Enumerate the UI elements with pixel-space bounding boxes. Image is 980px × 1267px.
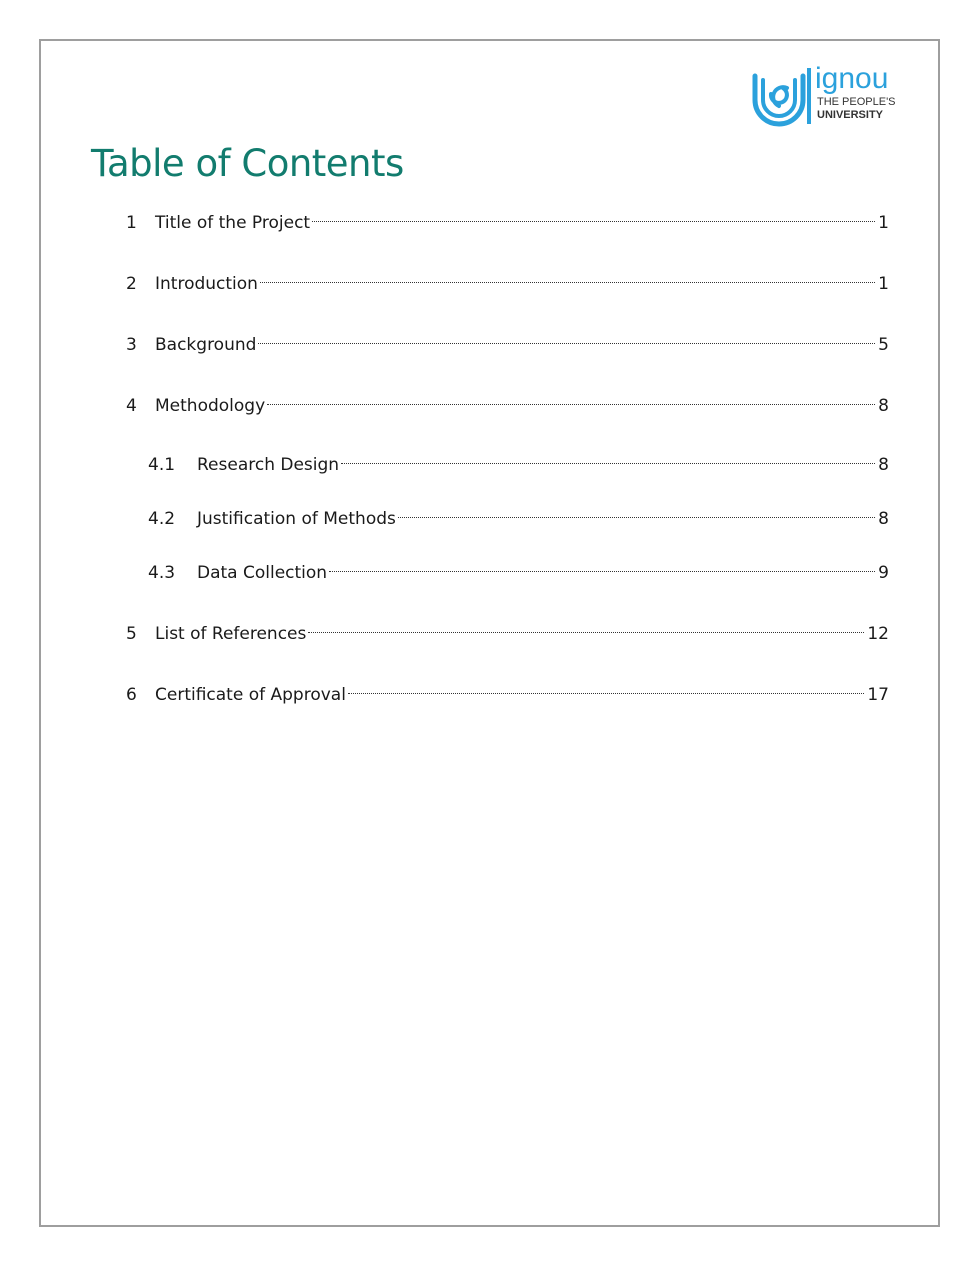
toc-dot-leader [341,444,875,470]
toc-entry-title: Research Design [197,455,340,475]
page-title: Table of Contents [91,142,404,185]
toc-entry[interactable] [126,263,889,294]
toc-entry[interactable] [126,613,889,644]
toc-entry-number: 2 [126,274,137,294]
toc-entry-page-number: 8 [878,455,889,475]
toc-entry-title: Certificate of Approval [155,685,346,705]
toc-entry-title: Background [155,335,257,355]
toc-dot-leader [260,263,875,289]
toc-dot-leader [329,552,875,578]
toc-entry-number: 6 [126,685,137,705]
toc-entry-number: 4 [126,396,137,416]
toc-entry-number: 1 [126,213,137,233]
toc-entry-page-number: 8 [878,396,889,416]
toc-dot-leader [267,385,875,411]
toc-entry[interactable] [148,498,889,529]
toc-entry-page-number: 8 [878,509,889,529]
toc-entry-page-number: 9 [878,563,889,583]
toc-entry[interactable] [126,385,889,416]
toc-entry-title: Data Collection [197,563,328,583]
toc-entry-title: Methodology [155,396,266,416]
toc-entry-page-number: 5 [878,335,889,355]
ignou-emblem-icon [749,66,813,128]
toc-entry[interactable] [126,202,889,233]
toc-entry-number: 4.3 [148,563,176,583]
toc-entry-page-number: 12 [867,624,889,644]
toc-entry-title: Justification of Methods [197,509,396,529]
logo-tagline-2: UNIVERSITY [817,109,884,121]
logo-tagline-1: THE PEOPLE'S [817,96,896,108]
logo-word: ignou [815,62,889,95]
toc-entry-number: 4.2 [148,509,176,529]
ignou-logo [749,62,896,128]
toc-entry[interactable] [148,552,889,583]
toc-entry-title: Introduction [155,274,258,294]
toc-entry[interactable] [126,324,889,355]
toc-entry-page-number: 1 [878,274,889,294]
toc-dot-leader [312,202,875,228]
toc-entry-page-number: 1 [878,213,889,233]
toc-entry[interactable] [148,444,889,475]
toc-entry-page-number: 17 [867,685,889,705]
toc-dot-leader [348,674,864,700]
toc-dot-leader [258,324,875,350]
toc-entry-number: 3 [126,335,137,355]
toc-entry-title: List of References [155,624,307,644]
toc-dot-leader [308,613,864,639]
toc-entry[interactable] [126,674,889,705]
toc-entry-number: 5 [126,624,137,644]
toc-entry-number: 4.1 [148,455,176,475]
toc-dot-leader [398,498,875,524]
toc-entry-title: Title of the Project [155,213,311,233]
